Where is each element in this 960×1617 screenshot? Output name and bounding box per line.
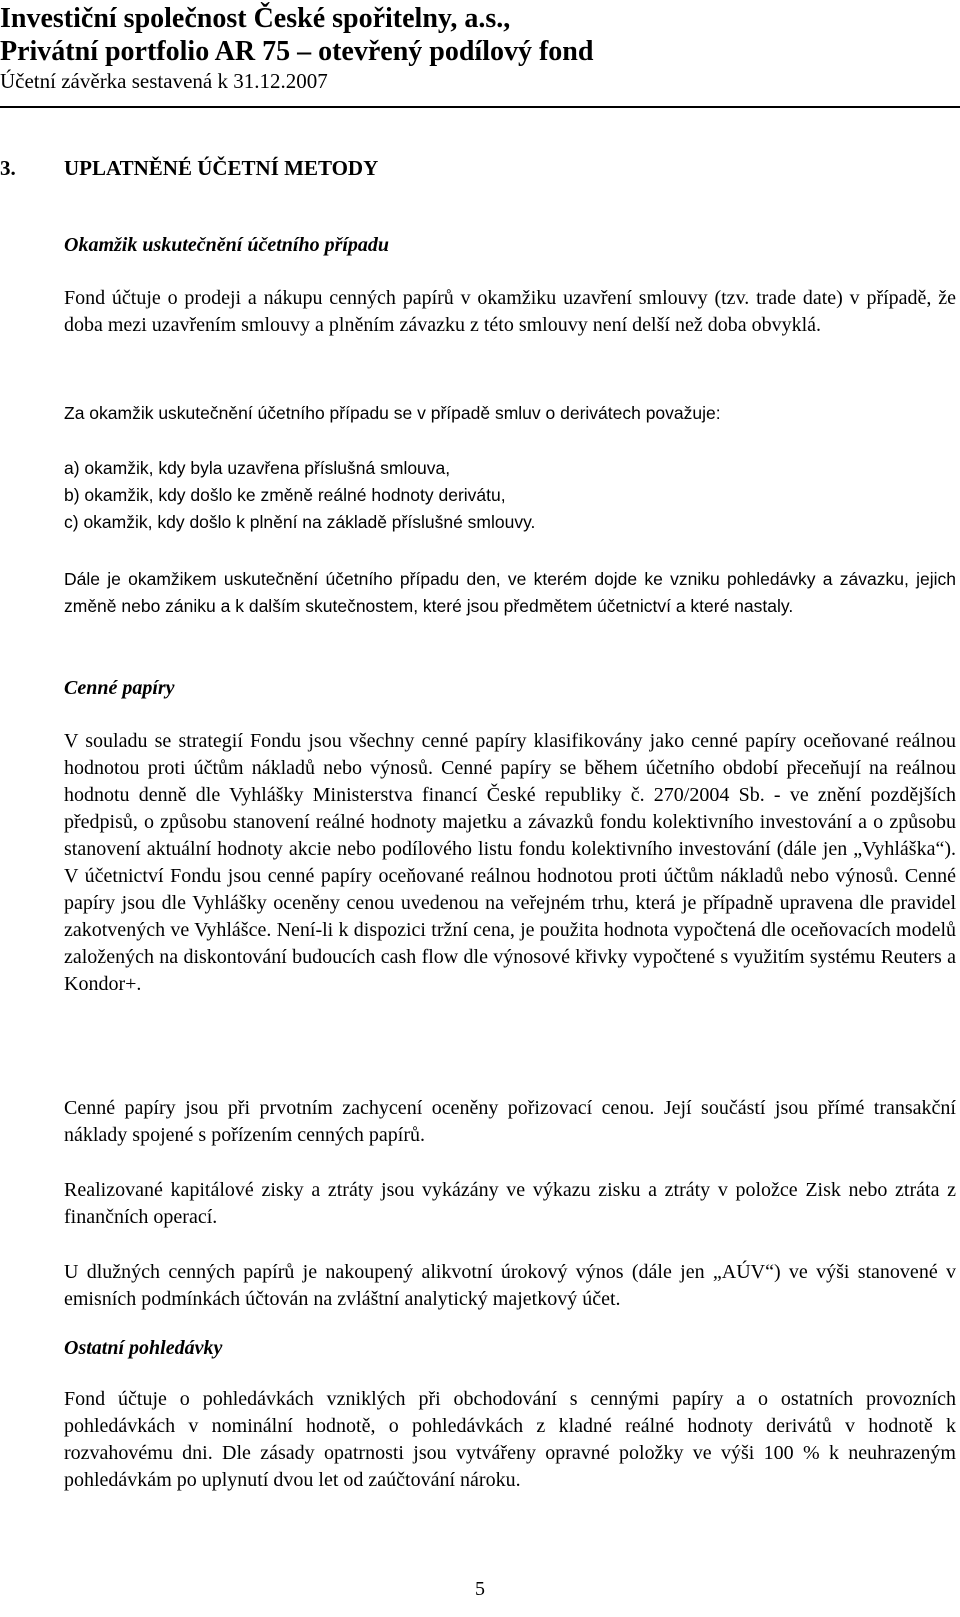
moment-paragraph-3: Dále je okamžikem uskutečnění účetního případu den, ve kterém dojde ke vzniku pohledávky a závazku, jejich změně nebo zániku a k dalším skutečnostem, které jsou předmětem účetnictví a které nastaly. [64,569,956,616]
company-name: Investiční společnost České spořitelny, a.s., [0,3,511,34]
section-number: 3. [0,156,16,180]
securities-paragraph-3: Realizované kapitálové zisky a ztráty jsou vykázány ve výkazu zisku a ztráty v položce Zisk nebo ztráta z finančních operací. [64,1179,956,1228]
list-item: c) okamžik, kdy došlo k plnění na základě příslušné smlouvy. [64,512,536,532]
section-title: UPLATNĚNÉ ÚČETNÍ METODY [64,156,379,180]
list-item: a) okamžik, kdy byla uzavřena příslušná smlouva, [64,458,451,478]
derivative-moments-list [64,455,956,536]
document-header [0,2,960,94]
moment-heading: Okamžik uskutečnění účetního případu [64,234,390,256]
securities-heading: Cenné papíry [64,677,175,699]
header-divider [0,106,960,108]
section-heading [0,156,379,181]
receivables-paragraph-1: Fond účtuje o pohledávkách vzniklých při obchodování s cennými papíry a o ostatních provozních pohledávkách v nominální hodnotě, o pohledávkách z kladné reálné hodnoty derivátů v hodnotě k rozvahovému dni. Dle zásady opatrnosti jsou vytvářeny opravné položky ve výši 100 % k neuhrazeným pohledávkám po uplynutí dvou let od zaúčtování nároku. [64,1388,956,1491]
fund-name: Privátní portfolio AR 75 – otevřený podílový fond [0,36,594,67]
securities-paragraph-2: Cenné papíry jsou při prvotním zachycení oceněny pořizovací cenou. Její součástí jsou přímé transakční náklady spojené s pořízením cenných papírů. [64,1097,956,1146]
moment-paragraph-2: Za okamžik uskutečnění účetního případu se v případě smluv o derivátech považuje: [64,403,721,423]
page-number: 5 [475,1578,485,1600]
receivables-heading: Ostatní pohledávky [64,1337,223,1359]
moment-paragraph-1: Fond účtuje o prodeji a nákupu cenných papírů v okamžiku uzavření smlouvy (tzv. trade date) v případě, že doba mezi uzavřením smlouvy a plněním závazku z této smlouvy není delší než doba obvyklá. [64,287,956,336]
securities-paragraph-4: U dlužných cenných papírů je nakoupený alikvotní úrokový výnos (dále jen „AÚV“) ve výši stanovené v emisních podmínkách účtován na zvláštní analytický majetkový účet. [64,1261,956,1310]
list-item: b) okamžik, kdy došlo ke změně reálné hodnoty derivátu, [64,485,506,505]
securities-paragraph-1: V souladu se strategií Fondu jsou všechny cenné papíry klasifikovány jako cenné papíry oceňované reálnou hodnotou proti účtům nákladů nebo výnosů. Cenné papíry se během účetního období přeceňují na reálnou hodnotu denně dle Vyhlášky Ministerstva financí České republiky č. 270/2004 Sb. - ve znění pozdějších předpisů, o způsobu stanovení reálné hodnoty majetku a závazků fondu kolektivního investování a o způsobu stanovení aktuální hodnoty akcie nebo podílového listu fondu kolektivního investování (dále jen „Vyhláška“). V účetnictví Fondu jsou cenné papíry oceňované reálnou hodnotou proti účtům nákladů nebo výnosů. Cenné papíry jsou dle Vyhlášky oceněny cenou uvedenou na veřejném trhu, která je případně upravena dle pravidel zakotvených ve Vyhlášce. Není-li k dispozici tržní cena, je použita hodnota vypočtená dle oceňovacích modelů založených na diskontování budoucích cash flow dle výnosové křivky vypočtené s využitím systému Reuters a Kondor+. [64,730,956,995]
statement-date: Účetní závěrka sestavená k 31.12.2007 [0,69,328,93]
